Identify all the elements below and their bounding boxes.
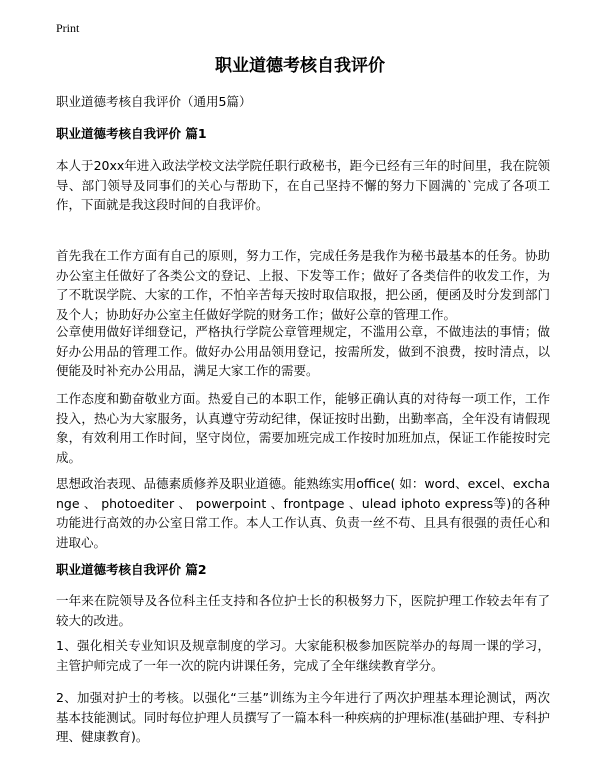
paragraph: 2、加强对护士的考核。以强化“三基”训练为主今年进行了两次护理基本理论测试，两次基本技能测试。同时每位护理人员撰写了一篇本科一种疾病的护理标准(基础护理、专科护理、健康教育)。: [56, 690, 550, 744]
paragraph: 公章使用做好详细登记，严格执行学院公章管理规定，不滥用公章，不做违法的事情；做好办公用品的管理工作。做好办公用品领用登记，按需所发，做到不浪费，按时清点，以便能及时补充办公用品，满足大家工作的需要。: [56, 324, 550, 378]
paragraph: 工作态度和勤奋敬业方面。热爱自己的本职工作，能够正确认真的对待每一项工作，工作投入，热心为大家服务，认真遵守劳动纪律，保证按时出勤，出勤率高，全年没有请假现象，有效利用工作时间，坚守岗位，需要加班完成工作按时加班加点，保证工作能按时完成。: [56, 391, 550, 465]
document-subtitle: 职业道德考核自我评价（通用5篇）: [56, 94, 252, 109]
paragraph: 首先我在工作方面有自己的原则，努力工作，完成任务是我作为秘书最基本的任务。协助办公室主任做好了各类公文的登记、上报、下发等工作；做好了各类信件的收发工作，为了不耽误学院、大家的工作，不怕辛苦每天按时取信取报，把公函，便函及时分发到部门及个人；协助好办公室主任做好学院的财务工作；做好公章的管理工作。: [56, 248, 550, 322]
paragraph: 思想政治表现、品德素质修养及职业道德。能熟练实用office( 如：word、excel、exchange 、 photoediter 、 powerpoint 、frontpage 、ulead iphoto express等)的各种功能进行高效的办公室日常工作。本人工作认真、负责一丝不苟、且具有很强的责任心和进取心。: [56, 476, 550, 550]
section-heading-1: 职业道德考核自我评价 篇1: [56, 126, 207, 141]
paragraph: 一年来在院领导及各位科主任支持和各位护士长的积极努力下，医院护理工作较去年有了较大的改进。: [56, 593, 550, 628]
paragraph: 本人于20xx年进入政法学校文法学院任职行政秘书，距今已经有三年的时间里，我在院领导、部门领导及同事们的关心与帮助下，在自己坚持不懈的努力下圆满的`完成了各项工作，下面就是我这段时间的自我评价。: [56, 158, 550, 212]
section-heading-2: 职业道德考核自我评价 篇2: [56, 562, 207, 577]
paragraph: 1、强化相关专业知识及规章制度的学习。大家能积极参加医院举办的每周一课的学习，主管护师完成了一年一次的院内讲课任务，完成了全年继续教育学分。: [56, 638, 550, 673]
print-label: Print: [56, 21, 80, 35]
document-title: 职业道德考核自我评价: [215, 56, 385, 76]
